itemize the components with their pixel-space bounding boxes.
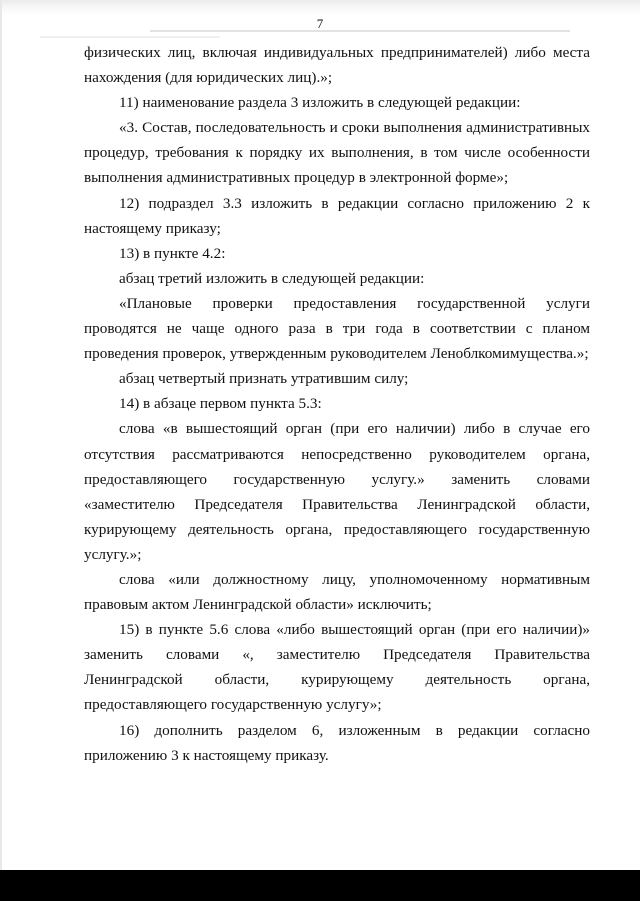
paragraph-1: физических лиц, включая индивидуальных предпринимателей) либо места нахождения (для юридических лиц).»;: [84, 44, 590, 87]
paragraph-9: 14) в абзаце первом пункта 5.3:: [119, 395, 322, 413]
paragraph-5: 13) в пункте 4.2:: [119, 244, 226, 262]
paragraph-6: абзац третий изложить в следующей редакции:: [119, 269, 425, 287]
scan-artifact-bottom-band: [0, 870, 640, 901]
paragraph-10: слова «в вышестоящий орган (при его наличии) либо в случае его отсутствия рассматриваются непосредственно руководителем органа, предоставляющего государственную услугу.» заменить словами «заместителю Председателя Правительства Ленинградской области, курирующему деятельность органа, предоставляющего государственную услугу.»;: [84, 420, 590, 563]
paragraph-8: абзац четвертый признать утратившим силу;: [119, 370, 409, 388]
page-number: 7: [316, 16, 324, 31]
paragraph-12: 15) в пункте 5.6 слова «либо вышестоящий орган (при его наличии)» заменить словами «, заместителю Председателя Правительства Ленинградской области, курирующему деятельность органа, предоставляющего государственную услугу»;: [84, 621, 590, 714]
document-body: [84, 40, 590, 768]
scan-artifact-line: [40, 36, 220, 38]
paragraph-7: «Плановые проверки предоставления государственной услуги проводятся не чаще одного раза в три года в соответствии с планом проведения проверок, утвержденным руководителем Леноблкомимущества.»;: [84, 294, 590, 363]
paragraph-13: 16) дополнить разделом 6, изложенным в редакции согласно приложению 3 к настоящему приказу.: [84, 721, 590, 764]
paragraph-11: слова «или должностному лицу, уполномоченному нормативным правовым актом Ленинградской области» исключить;: [84, 570, 590, 614]
paragraph-3: «3. Состав, последовательность и сроки выполнения административных процедур, требования к порядку их выполнения, в том числе особенности выполнения административных процедур в электронной форме»;: [84, 119, 590, 187]
scan-artifact-edge: [0, 0, 2, 870]
paragraph-4: 12) подраздел 3.3 изложить в редакции согласно приложению 2 к настоящему приказу;: [84, 194, 590, 237]
paragraph-2: 11) наименование раздела 3 изложить в следующей редакции:: [119, 94, 521, 112]
